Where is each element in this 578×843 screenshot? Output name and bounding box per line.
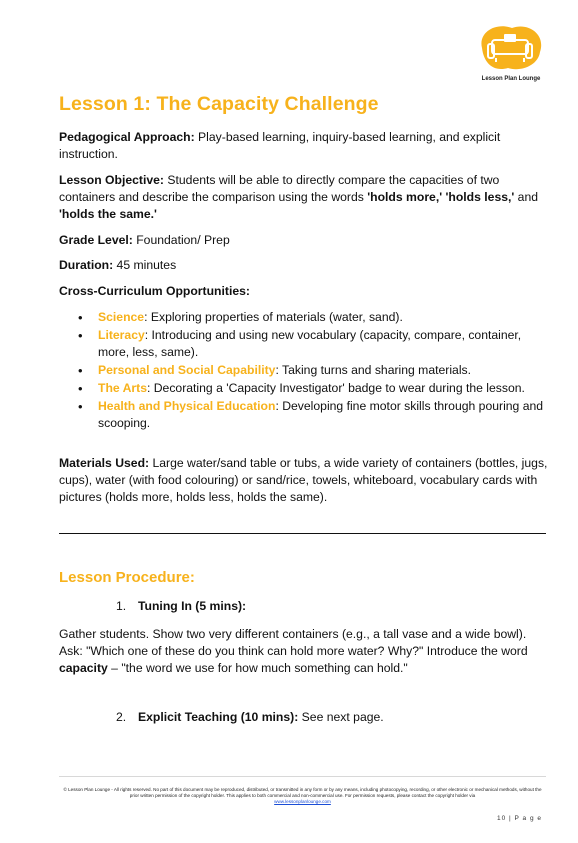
objective-words: 'holds more,' 'holds less,': [367, 190, 515, 204]
lesson-plan-lounge-logo: [476, 22, 546, 72]
duration: [59, 257, 549, 274]
copyright-text: © Lesson Plan Lounge - All rights reserved. No part of this document may be reproduced, distributed, or transmitted in any form or by any means, including photocopying, recording, or other electronic or mechanical methods, without the prior written permission of the copyright holder. This applies to both commercial and non-commercial use. For permission requests, please contact the copyright holder via: [63, 787, 542, 798]
pedagogical-approach: [59, 129, 549, 163]
pedagogical-text: Play-based learning, inquiry-based learning, and explicit instruction.: [59, 130, 501, 161]
subject-label: Personal and Social Capability: [98, 363, 276, 377]
subject-label: Science: [98, 310, 145, 324]
step-1-after: – "the word we use for how much something can hold.": [107, 661, 408, 675]
subject-label: Literacy: [98, 328, 145, 342]
grade-level: [59, 232, 549, 249]
section-divider: [59, 533, 546, 534]
objective-and: and: [514, 190, 539, 204]
step-1-before: Gather students. Show two very different containers (e.g., a tall vase and a wide bowl). Ask: "Which one of these do you think can hold more water? Why?" Introduce the word: [59, 627, 528, 658]
step-1-text: [59, 626, 549, 677]
list-item: [59, 362, 549, 379]
pedagogical-label: Pedagogical Approach:: [59, 130, 195, 144]
objective-text: Students will be able to directly compare the capacities of two containers and describe the comparison using the words: [59, 173, 500, 204]
objective-last: 'holds the same.': [59, 207, 157, 221]
subject-label: The Arts: [98, 381, 147, 395]
objective-label: Lesson Objective:: [59, 173, 164, 187]
page-number: 10 | P a g e: [496, 815, 542, 822]
materials-text: Large water/sand table or tubs, a wide variety of containers (bottles, jugs, cups), water (with food colouring) or sand/rice, towels, whiteboard, vocabulary cards with pictures (holds more, holds less, holds the same).: [59, 456, 548, 504]
step-1-word: capacity: [59, 661, 108, 675]
lesson-objective: [59, 172, 549, 223]
list-item: [59, 327, 549, 361]
step-1: [116, 599, 246, 613]
grade-label: Grade Level:: [59, 233, 133, 247]
subject-text: : Decorating a 'Capacity Investigator' badge to wear during the lesson.: [146, 381, 525, 395]
materials-label: Materials Used:: [59, 456, 150, 470]
procedure-heading: Lesson Procedure:: [59, 569, 195, 586]
subject-text: : Taking turns and sharing materials.: [275, 363, 472, 377]
materials-used: [59, 455, 549, 506]
cross-curriculum-heading: Cross-Curriculum Opportunities:: [59, 284, 250, 298]
copyright-footer: [59, 787, 546, 805]
step-label: Tuning In (5 mins):: [138, 599, 247, 613]
duration-text: 45 minutes: [113, 258, 177, 272]
step-2: [116, 710, 384, 724]
grade-text: Foundation/ Prep: [132, 233, 230, 247]
cross-curriculum-list: [59, 309, 549, 433]
list-item: [59, 309, 549, 326]
subject-label: Health and Physical Education: [98, 399, 276, 413]
subject-text: : Exploring properties of materials (water, sand).: [144, 310, 403, 324]
website-link[interactable]: www.lessonplanlounge.com: [274, 799, 331, 804]
step-number: 1.: [116, 599, 127, 613]
subject-text: : Introducing and using new vocabulary (capacity, compare, container, more, less, same).: [98, 328, 522, 359]
list-item: [59, 398, 549, 432]
footer-divider: [59, 776, 546, 777]
page-title: Lesson 1: The Capacity Challenge: [59, 93, 379, 115]
list-item: [59, 380, 549, 397]
logo-text: Lesson Plan Lounge: [481, 76, 541, 82]
step-label: Explicit Teaching (10 mins):: [138, 710, 299, 724]
duration-label: Duration:: [59, 258, 114, 272]
step-number: 2.: [116, 710, 127, 724]
subject-text: : Developing fine motor skills through pouring and scooping.: [98, 399, 544, 430]
step-text: See next page.: [298, 710, 384, 724]
